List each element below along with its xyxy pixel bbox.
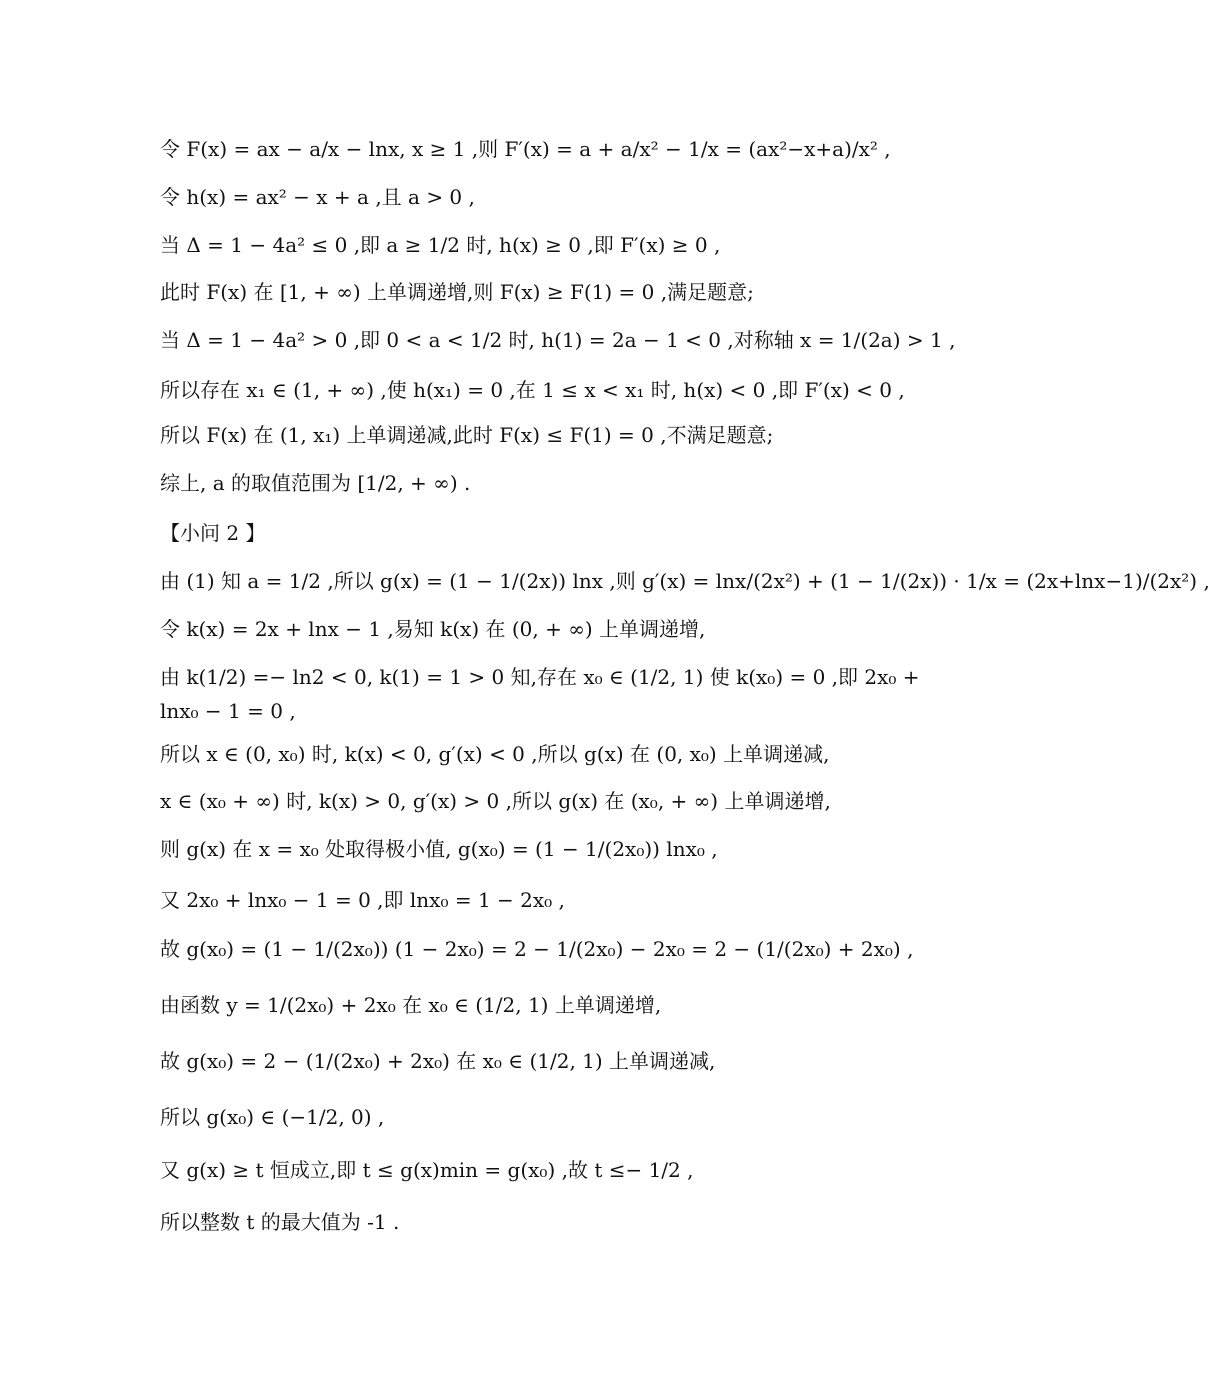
text-line: 所以 F(x) 在 (1, x₁) 上单调递减,此时 F(x) ≤ F(1) = 0 ,不满足题意;	[160, 423, 774, 447]
text-line: 此时 F(x) 在 [1, + ∞) 上单调递增,则 F(x) ≥ F(1) = 0 ,满足题意;	[160, 280, 754, 304]
text-line: 又 2x₀ + lnx₀ − 1 = 0 ,即 lnx₀ = 1 − 2x₀ ,	[160, 888, 565, 912]
text-line: 所以存在 x₁ ∈ (1, + ∞) ,使 h(x₁) = 0 ,在 1 ≤ x < x₁ 时, h(x) < 0 ,即 F′(x) < 0 ,	[160, 378, 905, 402]
text-line: 故 g(x₀) = (1 − 1/(2x₀)) (1 − 2x₀) = 2 − 1/(2x₀) − 2x₀ = 2 − (1/(2x₀) + 2x₀) ,	[160, 937, 914, 961]
section-heading: 【小问 2 】	[160, 521, 266, 545]
text-line: 又 g(x) ≥ t 恒成立,即 t ≤ g(x)min = g(x₀) ,故 t ≤− 1/2 ,	[160, 1158, 694, 1182]
text-line: 则 g(x) 在 x = x₀ 处取得极小值, g(x₀) = (1 − 1/(2x₀)) lnx₀ ,	[160, 837, 718, 861]
text-line: 当 Δ = 1 − 4a² > 0 ,即 0 < a < 1/2 时, h(1) = 2a − 1 < 0 ,对称轴 x = 1/(2a) > 1 ,	[160, 328, 956, 352]
text-line: x ∈ (x₀ + ∞) 时, k(x) > 0, g′(x) > 0 ,所以 g(x) 在 (x₀, + ∞) 上单调递增,	[160, 789, 831, 813]
text-line: 由 k(1/2) =− ln2 < 0, k(1) = 1 > 0 知,存在 x₀ ∈ (1/2, 1) 使 k(x₀) = 0 ,即 2x₀ + lnx₀ − 1 = 0 ,	[160, 665, 920, 723]
text-line: 令 k(x) = 2x + lnx − 1 ,易知 k(x) 在 (0, + ∞) 上单调递增,	[160, 617, 706, 641]
text-line: 所以 g(x₀) ∈ (−1/2, 0) ,	[160, 1105, 385, 1129]
text-line: 由 (1) 知 a = 1/2 ,所以 g(x) = (1 − 1/(2x)) lnx ,则 g′(x) = lnx/(2x²) + (1 − 1/(2x)) · 1/x = (2x+lnx−1)/(2x²) ,	[160, 569, 1210, 593]
text-line: 令 h(x) = ax² − x + a ,且 a > 0 ,	[160, 185, 475, 209]
text-line: 所以 x ∈ (0, x₀) 时, k(x) < 0, g′(x) < 0 ,所以 g(x) 在 (0, x₀) 上单调递减,	[160, 742, 830, 766]
text-line: 由函数 y = 1/(2x₀) + 2x₀ 在 x₀ ∈ (1/2, 1) 上单调递增,	[160, 993, 662, 1017]
text-line: 综上, a 的取值范围为 [1/2, + ∞) .	[160, 471, 471, 495]
text-line: 当 Δ = 1 − 4a² ≤ 0 ,即 a ≥ 1/2 时, h(x) ≥ 0 ,即 F′(x) ≥ 0 ,	[160, 233, 721, 257]
text-line: 故 g(x₀) = 2 − (1/(2x₀) + 2x₀) 在 x₀ ∈ (1/2, 1) 上单调递减,	[160, 1049, 716, 1073]
text-line: 所以整数 t 的最大值为 -1 .	[160, 1210, 400, 1234]
text-line: 令 F(x) = ax − a/x − lnx, x ≥ 1 ,则 F′(x) = a + a/x² − 1/x = (ax²−x+a)/x² ,	[160, 137, 891, 161]
